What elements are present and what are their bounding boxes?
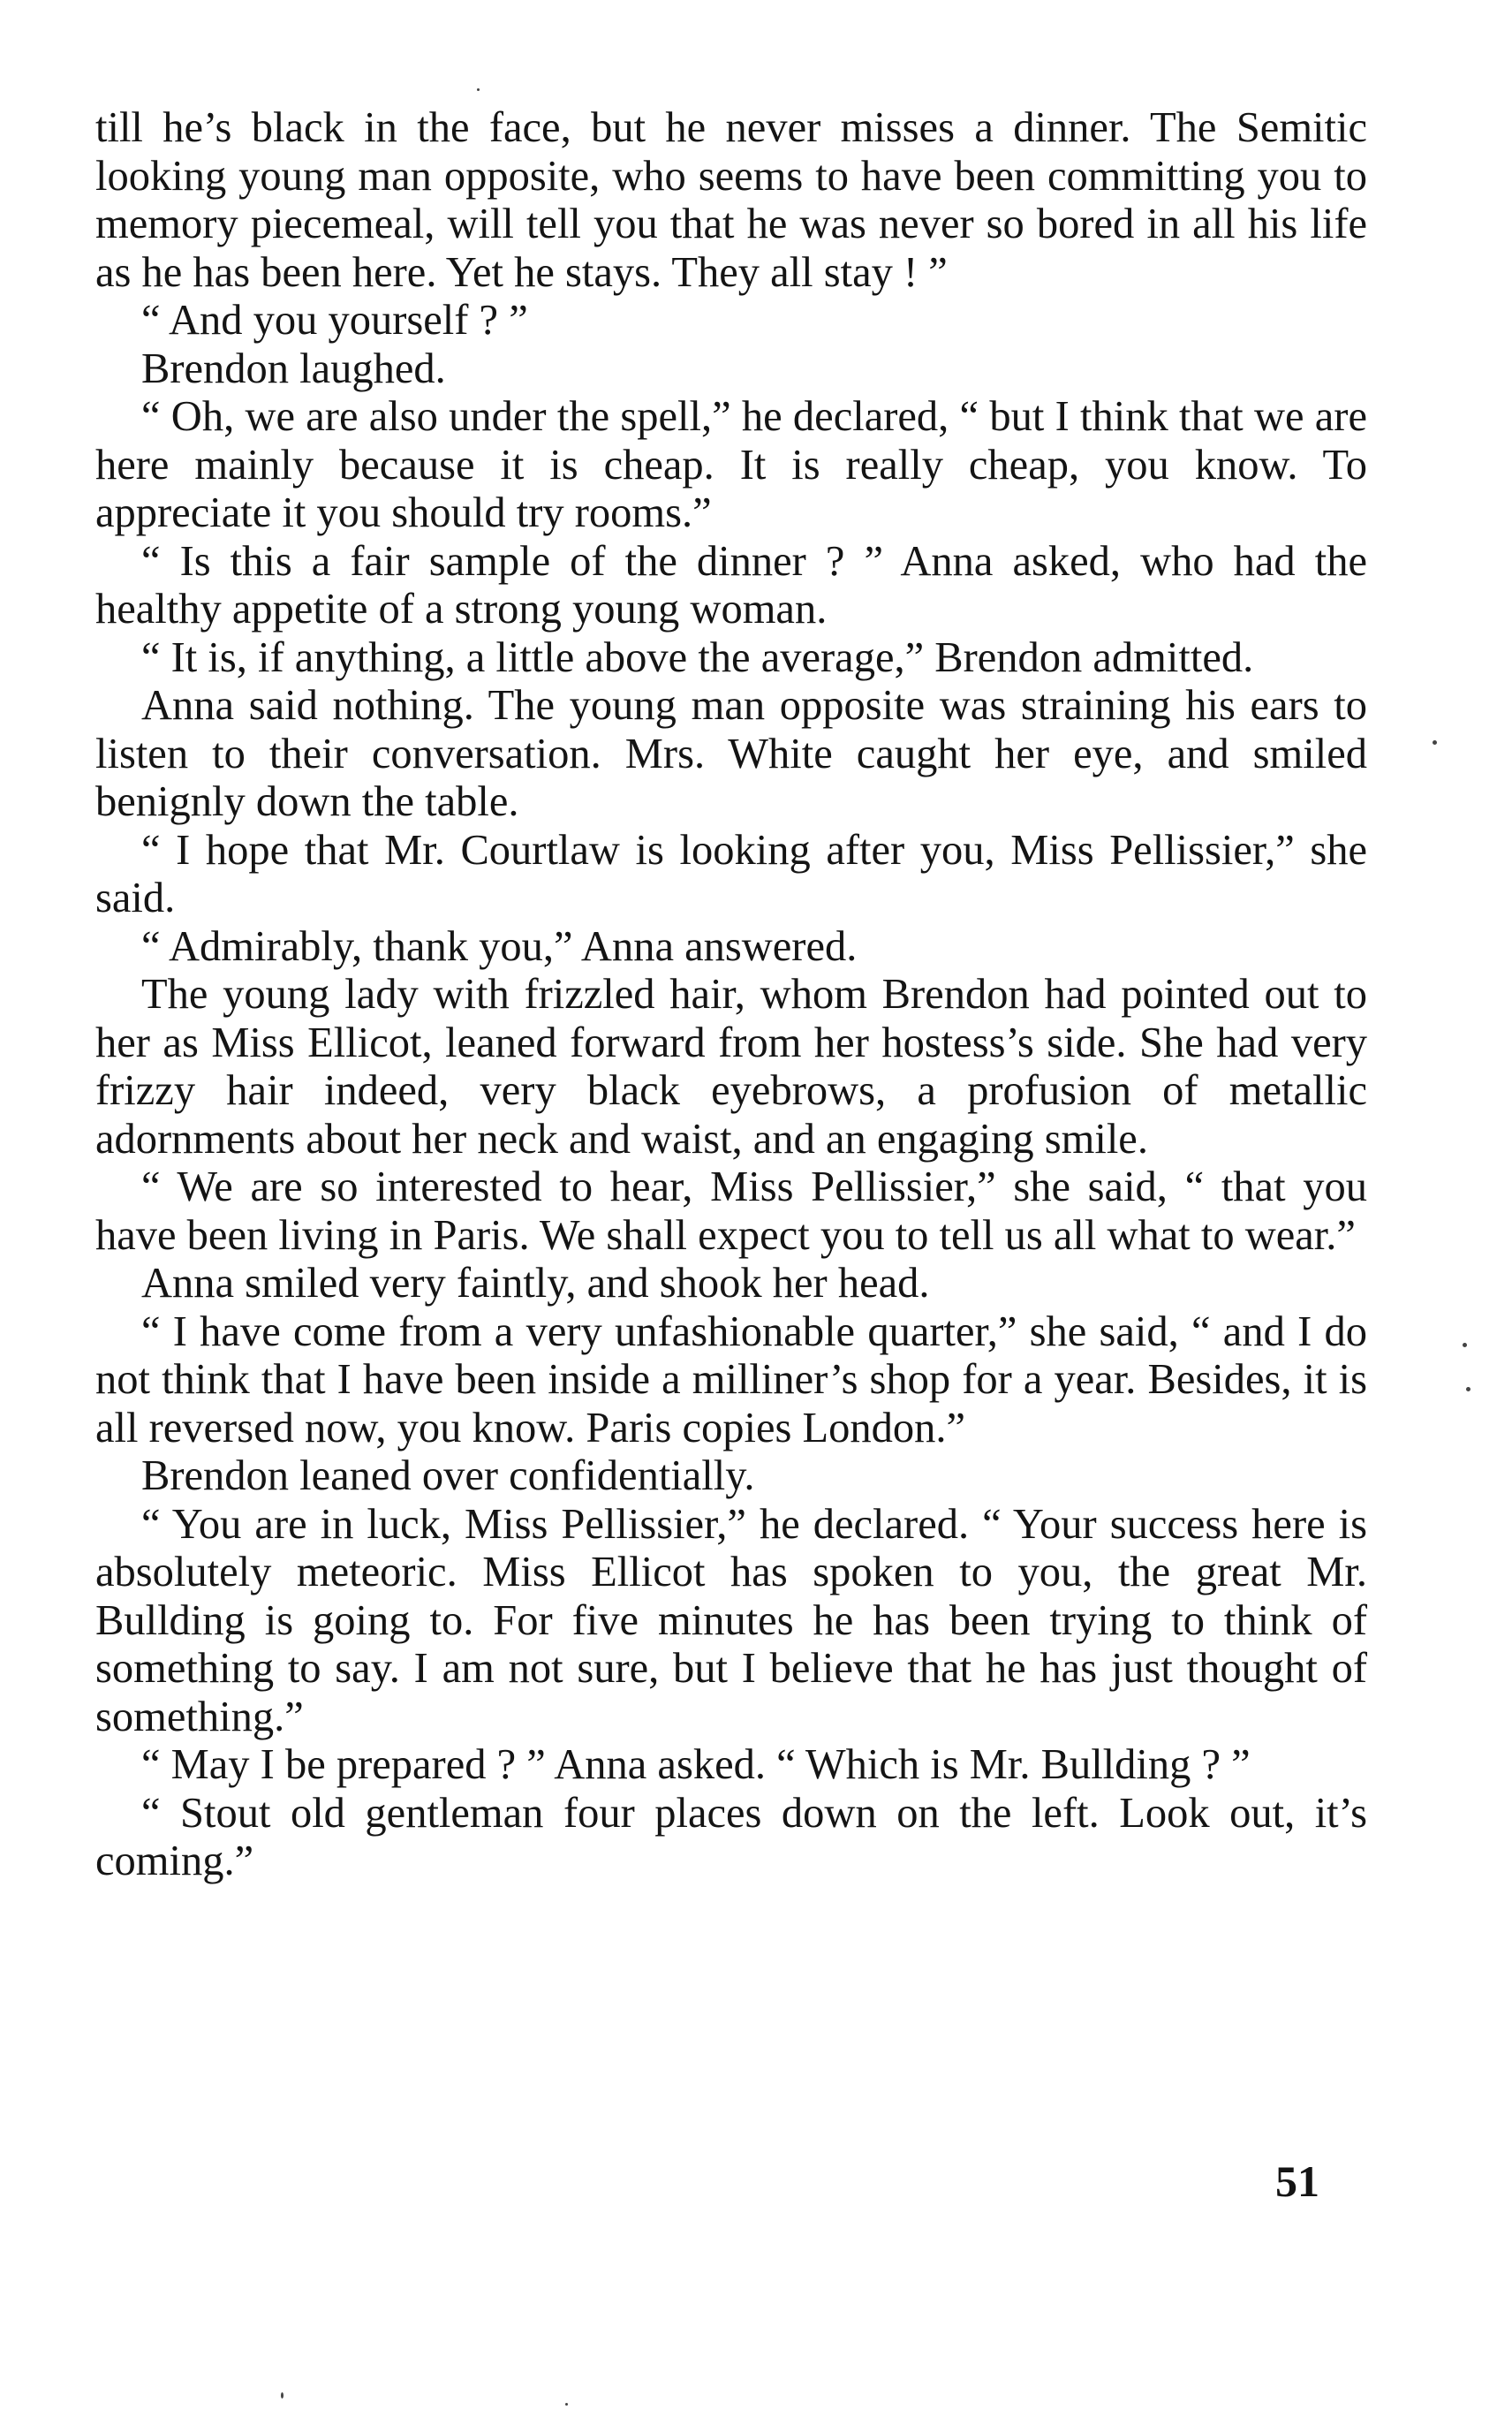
paragraph: “ We are so interested to hear, Miss Pellissier,” she said, “ that you have been living in Paris. We shall expect you to tell us all what to wear.” (95, 1163, 1367, 1259)
paragraph: “ May I be prepared ? ” Anna asked. “ Which is Mr. Bullding ? ” (141, 1741, 1251, 1788)
paragraph: “ And you yourself ? ” (141, 297, 528, 344)
paragraph: “ I have come from a very unfashionable quarter,” she said, “ and I do not think that I have been inside a milliner’s shop for a year. Besides, it is all reversed now, you know. Paris copies London.” (95, 1307, 1367, 1451)
scan-speck (565, 2403, 568, 2406)
scan-speck (477, 88, 480, 91)
page-number: 51 (1275, 2156, 1319, 2206)
scan-speck (1463, 1343, 1467, 1347)
paragraph: “ You are in luck, Miss Pellissier,” he declared. “ Your success here is absolutely meteoric. Miss Ellicot has spoken to you, the great Mr. Bullding is going to. For five minutes he has been trying to think of something to say. I am not sure, but I believe that he has just thought of something.” (95, 1500, 1367, 1740)
scan-speck (1466, 1387, 1470, 1391)
paragraph: “ Oh, we are also under the spell,” he declared, “ but I think that we are here mainly because it is cheap. It is really cheap, you know. To appreciate it you should try rooms.” (95, 393, 1367, 536)
paragraph: Brendon leaned over confidentially. (141, 1452, 755, 1499)
paragraph: till he’s black in the face, but he never misses a dinner. The Semitic looking young man opposite, who seems to have been committing you to memory piecemeal, will tell you that he was never so bored in all his life as he has been here. Yet he stays. They all stay ! ” (95, 104, 1367, 296)
paragraph: Brendon laughed. (141, 345, 446, 392)
paragraph: “ Is this a fair sample of the dinner ? ” Anna asked, who had the healthy appetite of a strong young woman. (95, 537, 1367, 633)
paragraph: “ Admirably, thank you,” Anna answered. (141, 922, 858, 970)
paragraph: “ I hope that Mr. Courtlaw is looking after you, Miss Pellissier,” she said. (95, 826, 1367, 921)
scan-speck (281, 2392, 284, 2399)
paragraph: The young lady with frizzled hair, whom Brendon had pointed out to her as Miss Ellicot, leaned forward from her hostess’s side. She had very frizzy hair indeed, very black eyebrows, a profusion of metallic adornments about her neck and waist, and an engaging smile. (95, 971, 1367, 1163)
body-text (95, 104, 1367, 1886)
paragraph: Anna smiled very faintly, and shook her head. (141, 1260, 930, 1307)
scan-speck (1433, 740, 1437, 745)
paragraph: “ Stout old gentleman four places down on the left. Look out, it’s coming.” (95, 1789, 1367, 1884)
paragraph: “ It is, if anything, a little above the average,” Brendon admitted. (141, 633, 1254, 681)
paragraph: Anna said nothing. The young man opposite was straining his ears to listen to their conversation. Mrs. White caught her eye, and smiled benignly down the table. (95, 682, 1367, 825)
